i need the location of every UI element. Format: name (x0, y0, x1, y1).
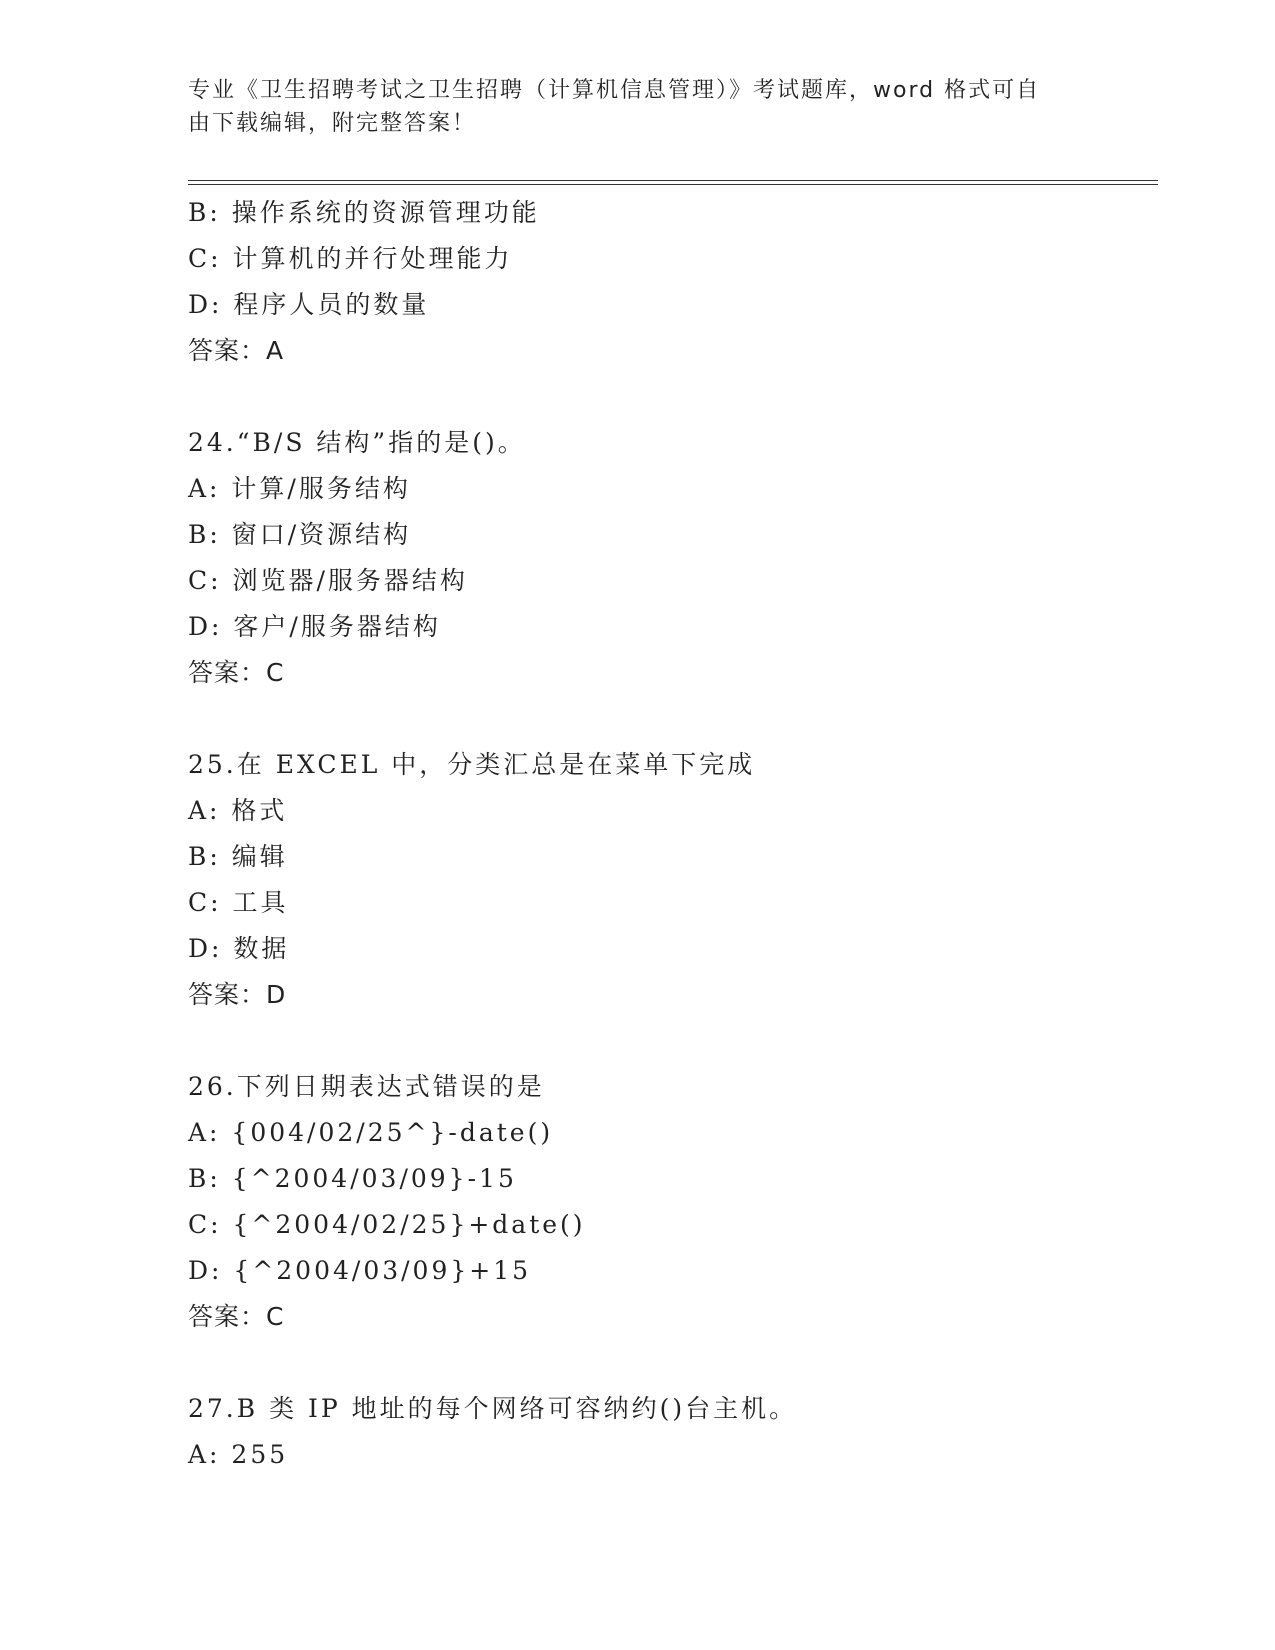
question-block (188, 190, 1148, 374)
header-line-1: 专业《卫生招聘考试之卫生招聘（计算机信息管理）》考试题库，word 格式可自 (188, 78, 1041, 103)
option-d: D: {^2004/03/09}+15 (188, 1256, 532, 1285)
question-block (188, 742, 1148, 1018)
option-b: B: 编辑 (188, 842, 288, 871)
question-block (188, 420, 1148, 696)
option-c: C: 计算机的并行处理能力 (188, 244, 513, 273)
option-b: B: {^2004/03/09}-15 (188, 1164, 517, 1193)
question-text: 24.“B/S 结构”指的是()。 (188, 428, 526, 457)
option-a: A: {004/02/25^}-date() (188, 1118, 554, 1147)
question-block (188, 1064, 1148, 1340)
option-b: B: 操作系统的资源管理功能 (188, 198, 540, 227)
option-a: A: 计算/服务结构 (188, 474, 411, 503)
answer-line: 答案：C (188, 1302, 285, 1331)
question-text: 25.在 EXCEL 中，分类汇总是在菜单下完成 (188, 750, 756, 779)
answer-line: 答案：A (188, 336, 285, 365)
option-d: D: 数据 (188, 934, 290, 963)
header-divider (188, 180, 1158, 185)
answer-line: 答案：D (188, 980, 287, 1009)
option-c: C: {^2004/02/25}+date() (188, 1210, 586, 1239)
question-text: 27.B 类 IP 地址的每个网络可容纳约()台主机。 (188, 1394, 798, 1423)
option-a: A: 格式 (188, 796, 288, 825)
option-c: C: 浏览器/服务器结构 (188, 566, 468, 595)
option-a: A: 255 (188, 1440, 289, 1469)
option-c: C: 工具 (188, 888, 289, 917)
question-list (188, 190, 1148, 1478)
question-text: 26.下列日期表达式错误的是 (188, 1072, 545, 1101)
answer-line: 答案：C (188, 658, 285, 687)
question-block (188, 1386, 1148, 1478)
option-b: B: 窗口/资源结构 (188, 520, 412, 549)
option-d: D: 程序人员的数量 (188, 290, 430, 319)
document-header (188, 74, 1088, 140)
option-d: D: 客户/服务器结构 (188, 612, 441, 641)
header-line-2: 由下载编辑，附完整答案！ (188, 111, 477, 136)
